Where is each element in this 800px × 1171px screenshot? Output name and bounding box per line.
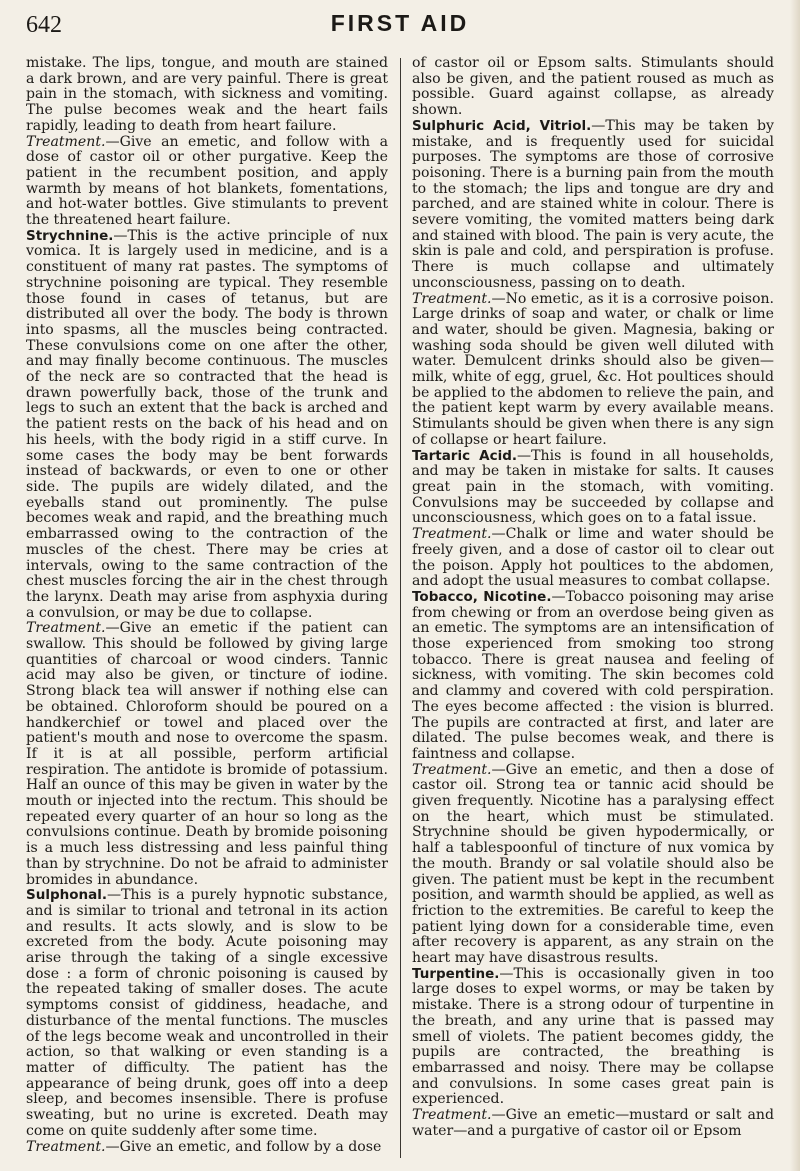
intro-text: of castor oil or Epsom salts. Stimulants should also be given, and the patient roused as much as possible. Guard against collapse, as already shown.	[412, 56, 774, 119]
section-heading-sulphuric-acid: Sulphuric Acid, Vitriol.	[412, 117, 592, 134]
treatment-label: Treatment.	[26, 133, 106, 150]
paragraph-intro-left	[26, 56, 388, 135]
left-column	[26, 56, 388, 1161]
treatment-label: Treatment.	[412, 761, 492, 778]
paragraph-treatment-3	[26, 1140, 388, 1156]
treatment-label: Treatment.	[26, 1138, 106, 1155]
paragraph-turpentine	[412, 967, 774, 1108]
treatment-text: —Chalk or lime and water should be freely given, and a dose of castor oil to clear out the poison. Apply hot poultices to the abdomen, and adopt the usual measures to combat collapse.	[412, 526, 774, 590]
paragraph-tartaric-acid	[412, 449, 774, 528]
section-heading-tartaric-acid: Tartaric Acid.	[412, 447, 517, 464]
paragraph-treatment-7	[412, 1108, 774, 1139]
treatment-label: Treatment.	[26, 620, 106, 637]
paragraph-strychnine	[26, 229, 388, 622]
paragraph-treatment-2	[26, 621, 388, 888]
paragraph-treatment-6	[412, 763, 774, 967]
paragraph-treatment-5	[412, 527, 774, 590]
page-header	[0, 0, 800, 50]
section-heading-tobacco: Tobacco, Nicotine.	[412, 588, 552, 605]
treatment-text: —Give an emetic, and follow by a dose	[105, 1138, 382, 1155]
treatment-label: Treatment.	[412, 526, 492, 543]
treatment-label: Treatment.	[412, 1107, 492, 1124]
paragraph-treatment-1	[26, 135, 388, 229]
column-divider	[400, 58, 401, 1158]
section-heading-turpentine: Turpentine.	[412, 965, 500, 982]
page-edge-shading	[790, 0, 800, 1171]
section-heading-strychnine: Strychnine.	[26, 227, 114, 244]
treatment-text: —Give an emetic if the patient can swallow. This should be followed by giving large quantities of charcoal or wood cinders. Tannic acid may also be given, or tincture of iodine. Strong black tea will answer if nothing else can be obtained. Chloroform should be poured on a handkerchief or towel and placed over the patient's mouth and nose to overcome the spasm. If it is at all possible, perform artificial respiration. The antidote is bromide of potassium. Half an ounce of this may be given in water by the mouth or injected into the rectum. This should be repeated every quarter of an hour so long as the convulsions continue. Death by bromide poisoning is a much less distressing and less painful thing than by strychnine. Do not be afraid to administer bromides in abundance.	[26, 620, 388, 888]
section-text: —This is occasionally given in too large doses to expel worms, or may be taken by mistake. There is a strong odour of turpentine in the breath, and any urine that is passed may smell of violets. The patient becomes giddy, the pupils are contracted, the breathing is embarrassed and noisy. There may be collapse and convulsions. In some cases great pain is experienced.	[412, 965, 774, 1108]
treatment-text: —Give an emetic—mustard or salt and water—and a purgative of castor oil or Epsom	[412, 1107, 774, 1139]
paragraph-intro-right	[412, 56, 774, 119]
treatment-text: —Give an emetic, and follow with a dose of castor oil or other purgative. Keep the patient in the recumbent position, and apply warmth by means of hot blankets, fomentations, and hot-water bottles. Give stimulants to prevent the threatened heart failure.	[26, 133, 388, 229]
treatment-label: Treatment.	[412, 290, 492, 307]
running-title: FIRST AID	[330, 10, 470, 36]
page-number: 642	[26, 12, 62, 38]
right-column	[412, 56, 774, 1161]
section-text: —This is found in all households, and may be taken in mistake for salts. It causes great pain in the stomach, with vomiting. Convulsions may be succeeded by collapse and unconsciousness, which goes on to a fatal issue.	[412, 447, 774, 527]
treatment-text: —No emetic, as it is a corrosive poison. Large drinks of soap and water, or chalk or lime and water, should be given. Magnesia, baking or washing soda should be given well diluted with water. Demulcent drinks should also be given—milk, white of egg, gruel, &c. Hot poultices should be applied to the abdomen to relieve the pain, and the patient kept warm by every available means. Stimulants should be given when there is any sign of collapse or heart failure.	[412, 290, 774, 448]
intro-text: mistake. The lips, tongue, and mouth are stained a dark brown, and are very painful. There is great pain in the stomach, with sickness and vomiting. The pulse becomes weak and the heart fails rapidly, leading to death from heart failure.	[26, 56, 388, 134]
section-text: —This may be taken by mistake, and is frequently used for suicidal purposes. The symptoms are those of corrosive poisoning. There is a burning pain from the mouth to the stomach; the lips and tongue are dry and parched, and are stained white in colour. There is severe vomiting, the vomited matters being dark and stained with blood. The pain is very acute, the skin is pale and cold, and perspiration is profuse. There is much collapse and ultimately unconsciousness, passing on to death.	[412, 117, 774, 291]
section-heading-sulphonal: Sulphonal.	[26, 887, 107, 904]
paragraph-treatment-4	[412, 292, 774, 449]
text-columns	[26, 56, 774, 1161]
section-text: —This is a purely hypnotic substance, and is similar to trional and tetronal in its action and results. It acts slowly, and is slow to be excreted from the body. Acute poisoning may arise through the taking of a single excessive dose : a form of chronic poisoning is caused by the repeated taking of smaller doses. The acute symptoms consist of giddiness, headache, and disturbance of the mental functions. The muscles of the legs become weak and uncontrolled in their action, so that walking or even standing is a matter of difficulty. The patient has the appearance of being drunk, goes off into a deep sleep, and becomes insensible. There is profuse sweating, but no urine is excreted. Death may come on quite suddenly after some time.	[26, 887, 388, 1139]
paragraph-sulphuric-acid	[412, 119, 774, 292]
section-text: —This is the active principle of nux vomica. It is largely used in medicine, and is a constituent of many rat pastes. The symptoms of strychnine poisoning are typical. They resemble those found in cases of tetanus, but are distributed all over the body. The body is thrown into spasms, all the muscles being contracted. These convulsions come on one after the other, and may finally become continuous. The muscles of the neck are so contracted that the head is drawn powerfully back, those of the trunk and legs to such an extent that the back is arched and the patient rests on the back of his head and on his heels, with the body rigid in a stiff curve. In some cases the body may be bent forwards instead of backwards, or even to one or other side. The pupils are widely dilated, and the eyeballs stand out prominently. The pulse becomes weak and rapid, and the breathing much embarrassed owing to the contraction of the muscles of the chest. There may be cries at intervals, owing to the same contraction of the chest muscles forcing the air in the chest through the larynx. Death may arise from asphyxia during a convulsion, or may be due to collapse.	[26, 227, 388, 621]
paragraph-tobacco	[412, 590, 774, 763]
treatment-text: —Give an emetic, and then a dose of castor oil. Strong tea or tannic acid should be given frequently. Nicotine has a paralysing effect on the heart, which must be stimulated. Strychnine should be given hypodermically, or half a tablespoonful of tincture of nux vomica by the mouth. Brandy or sal volatile should also be given. The patient must be kept in the recumbent position, and warmth should be applied, as well as friction to the extremities. Be careful to keep the patient lying down for a considerable time, even after recovery is apparent, as any strain on the heart may have disastrous results.	[412, 761, 774, 967]
section-text: —Tobacco poisoning may arise from chewing or from an overdose being given as an emetic. The symptoms are an intensification of those experienced from smoking too strong tobacco. There is great nausea and feeling of sickness, with vomiting. The skin becomes cold and clammy and covered with cold perspiration. The eyes become affected : the vision is blurred. The pupils are contracted at first, and later are dilated. The pulse becomes weak, and there is faintness and collapse.	[412, 588, 774, 762]
paragraph-sulphonal	[26, 888, 388, 1139]
